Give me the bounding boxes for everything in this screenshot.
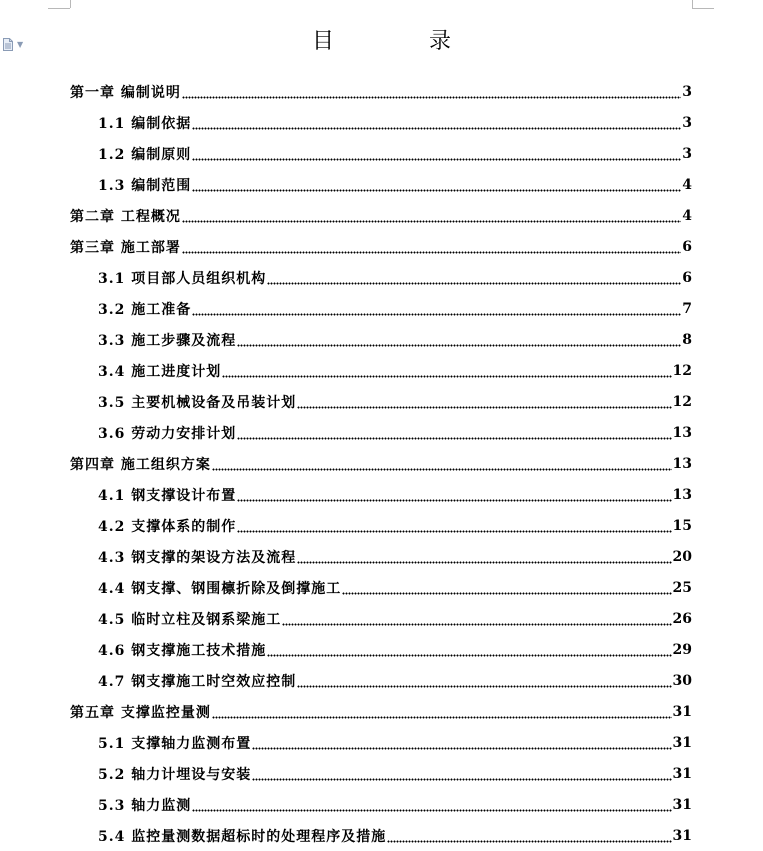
- toc-dot-leader: [282, 603, 671, 634]
- toc-entry-label: 3.3 施工步骤及流程: [98, 330, 237, 350]
- toc-entry-label: 3.2 施工准备: [98, 299, 192, 319]
- toc-entry-page-number: 26: [672, 610, 692, 627]
- toc-dot-leader: [297, 665, 671, 696]
- toc-entry-label: 4.5 临时立柱及钢系梁施工: [98, 609, 282, 629]
- toc-entry[interactable]: [70, 572, 692, 603]
- toc-entry[interactable]: [70, 355, 692, 386]
- page-title: 目 录: [312, 29, 495, 54]
- toc-entry[interactable]: [70, 76, 692, 107]
- toc-entry-label: 3.6 劳动力安排计划: [98, 423, 237, 443]
- toc-entry-label: 4.4 钢支撑、钢围檩折除及倒撑施工: [98, 578, 342, 598]
- toc-entry-label: 第三章 施工部署: [70, 237, 182, 257]
- toc-entry-label: 第五章 支撑监控量测: [70, 702, 212, 722]
- toc-entry-label: 1.3 编制范围: [98, 175, 192, 195]
- toc-entry-page-number: 3: [682, 114, 692, 131]
- toc-entry-page-number: 12: [672, 393, 692, 410]
- toc-entry[interactable]: [70, 138, 692, 169]
- toc-entry-page-number: 31: [672, 796, 692, 813]
- toc-entry-page-number: 6: [682, 269, 692, 286]
- toc-entry-page-number: 20: [672, 548, 692, 565]
- table-of-contents: [70, 76, 692, 851]
- toc-dot-leader: [237, 510, 671, 541]
- toc-entry[interactable]: [70, 231, 692, 262]
- toc-entry-label: 4.1 钢支撑设计布置: [98, 485, 237, 505]
- toc-entry[interactable]: [70, 479, 692, 510]
- toc-dot-leader: [192, 293, 681, 324]
- toc-dot-leader: [252, 727, 671, 758]
- toc-entry[interactable]: [70, 634, 692, 665]
- toc-entry[interactable]: [70, 107, 692, 138]
- toc-entry-page-number: 15: [672, 517, 692, 534]
- toc-entry-page-number: 6: [682, 238, 692, 255]
- toc-entry[interactable]: [70, 789, 692, 820]
- toc-entry-page-number: 12: [672, 362, 692, 379]
- toc-dot-leader: [222, 355, 671, 386]
- toc-entry[interactable]: [70, 417, 692, 448]
- toc-entry-page-number: 4: [682, 176, 692, 193]
- toc-entry-label: 5.4 监控量测数据超标时的处理程序及措施: [98, 826, 387, 846]
- toc-entry[interactable]: [70, 820, 692, 851]
- crop-mark-top-right-horizontal: [692, 8, 714, 9]
- toc-entry-page-number: 30: [672, 672, 692, 689]
- toc-dot-leader: [192, 169, 681, 200]
- toc-entry[interactable]: [70, 169, 692, 200]
- toc-entry-label: 3.5 主要机械设备及吊装计划: [98, 392, 297, 412]
- chevron-down-icon[interactable]: ▼: [17, 40, 24, 49]
- toc-dot-leader: [297, 386, 671, 417]
- toc-entry-label: 1.2 编制原则: [98, 144, 192, 164]
- toc-entry-label: 4.2 支撑体系的制作: [98, 516, 237, 536]
- toc-entry-page-number: 31: [672, 765, 692, 782]
- toc-entry-label: 5.1 支撑轴力监测布置: [98, 733, 252, 753]
- toc-entry[interactable]: [70, 448, 692, 479]
- toc-entry-page-number: 4: [682, 207, 692, 224]
- toc-dot-leader: [182, 200, 681, 231]
- toc-dot-leader: [192, 138, 681, 169]
- toc-entry[interactable]: [70, 758, 692, 789]
- toc-entry-page-number: 13: [672, 455, 692, 472]
- toc-entry-page-number: 13: [672, 424, 692, 441]
- toc-entry-page-number: 3: [682, 83, 692, 100]
- toc-entry[interactable]: [70, 200, 692, 231]
- toc-dot-leader: [387, 820, 671, 851]
- toc-entry-label: 1.1 编制依据: [98, 113, 192, 133]
- toc-entry[interactable]: [70, 262, 692, 293]
- toc-dot-leader: [267, 634, 671, 665]
- crop-mark-top-left: [70, 0, 71, 8]
- toc-dot-leader: [192, 789, 671, 820]
- toc-entry[interactable]: [70, 727, 692, 758]
- toc-entry-label: 3.1 项目部人员组织机构: [98, 268, 267, 288]
- toc-entry[interactable]: [70, 386, 692, 417]
- toc-entry-label: 3.4 施工进度计划: [98, 361, 222, 381]
- crop-mark-top-right: [692, 0, 693, 8]
- toc-dot-leader: [212, 448, 672, 479]
- toc-dot-leader: [297, 541, 671, 572]
- toc-dot-leader: [267, 262, 681, 293]
- toc-dot-leader: [237, 324, 681, 355]
- toc-entry-page-number: 31: [672, 703, 692, 720]
- crop-mark-top-left-horizontal: [48, 8, 70, 9]
- toc-entry-page-number: 8: [682, 331, 692, 348]
- toc-entry-label: 4.6 钢支撑施工技术措施: [98, 640, 267, 660]
- toc-dot-leader: [182, 231, 681, 262]
- toc-entry-page-number: 31: [672, 827, 692, 844]
- toc-entry[interactable]: [70, 510, 692, 541]
- toc-entry-page-number: 13: [672, 486, 692, 503]
- toc-entry-label: 5.2 轴力计埋设与安装: [98, 764, 252, 784]
- toc-entry-label: 第一章 编制说明: [70, 82, 182, 102]
- toc-entry-page-number: 3: [682, 145, 692, 162]
- toc-entry-label: 第二章 工程概况: [70, 206, 182, 226]
- toc-entry[interactable]: [70, 324, 692, 355]
- toc-entry[interactable]: [70, 541, 692, 572]
- toc-entry-label: 第四章 施工组织方案: [70, 454, 212, 474]
- toc-entry[interactable]: [70, 603, 692, 634]
- toc-entry-label: 4.7 钢支撑施工时空效应控制: [98, 671, 297, 691]
- toc-entry[interactable]: [70, 293, 692, 324]
- toc-dot-leader: [237, 479, 671, 510]
- toc-dot-leader: [182, 76, 681, 107]
- toc-entry-label: 5.3 轴力监测: [98, 795, 192, 815]
- toc-entry[interactable]: [70, 665, 692, 696]
- toc-dot-leader: [237, 417, 671, 448]
- toc-entry[interactable]: [70, 696, 692, 727]
- toc-entry-page-number: 31: [672, 734, 692, 751]
- toc-entry-page-number: 29: [672, 641, 692, 658]
- toc-entry-label: 4.3 钢支撑的架设方法及流程: [98, 547, 297, 567]
- toc-dot-leader: [252, 758, 671, 789]
- toc-dot-leader: [192, 107, 681, 138]
- toc-entry-page-number: 25: [672, 579, 692, 596]
- toc-dot-leader: [212, 696, 672, 727]
- toc-dot-leader: [342, 572, 671, 603]
- toc-entry-page-number: 7: [682, 300, 692, 317]
